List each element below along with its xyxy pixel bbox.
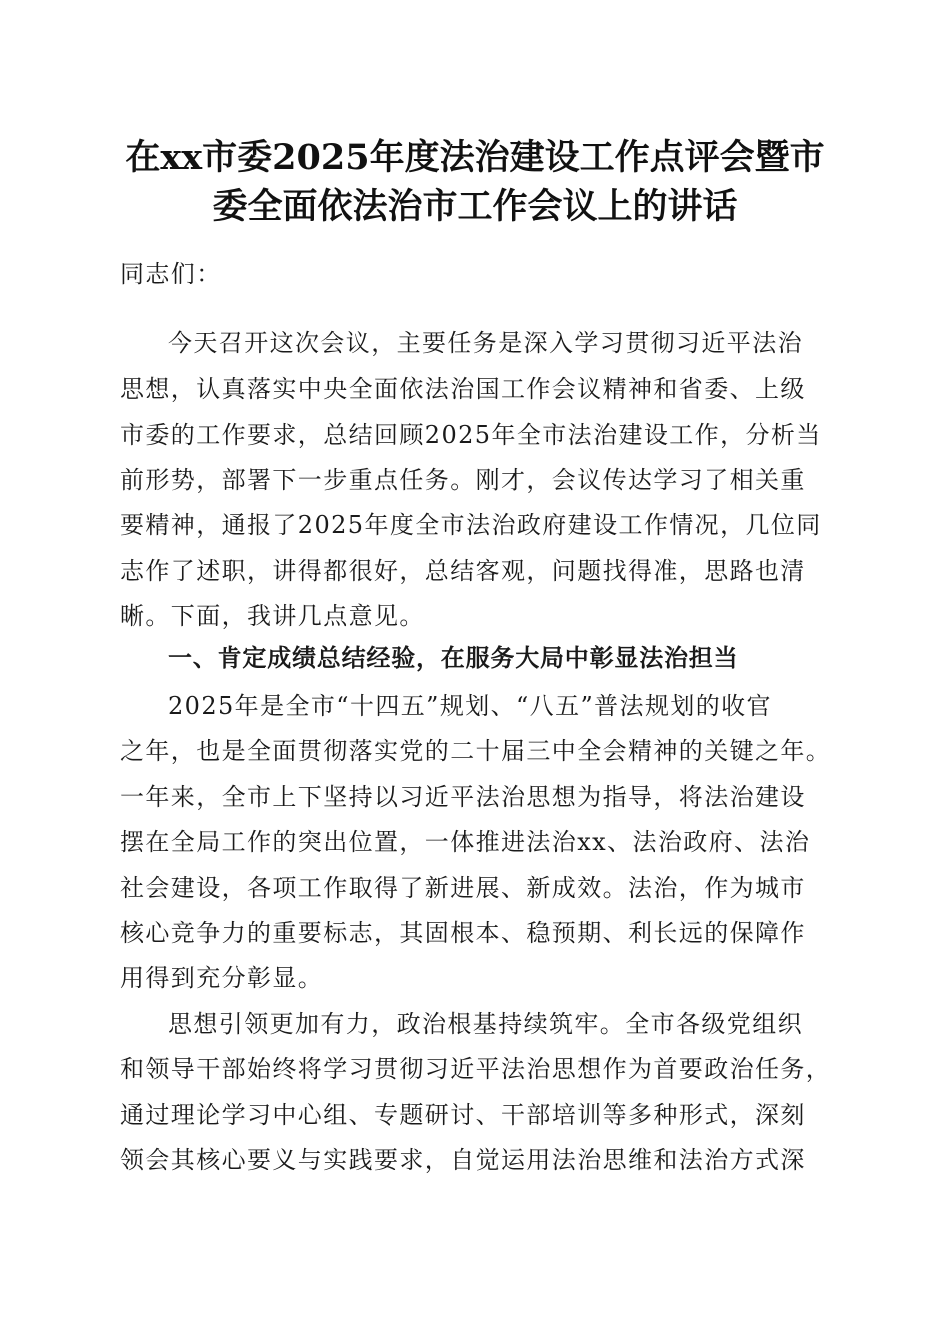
document-title-line-1: 在xx市委2025年度法治建设工作点评会暨市	[125, 137, 825, 178]
paragraph-1-line: 志作了述职，讲得都很好，总结客观，问题找得准，思路也清	[120, 557, 806, 585]
paragraph-1-line: 要精神，通报了2025年度全市法治政府建设工作情况，几位同	[120, 511, 822, 539]
paragraph-1-line: 今天召开这次会议，主要任务是深入学习贯彻习近平法治	[168, 329, 803, 357]
paragraph-2-line: 之年，也是全面贯彻落实党的二十届三中全会精神的关键之年。	[120, 737, 832, 765]
document-title-line-2: 委全面依法治市工作会议上的讲话	[212, 186, 738, 227]
paragraph-2-line: 用得到充分彰显。	[120, 964, 324, 992]
paragraph-1-line: 思想，认真落实中央全面依法治国工作会议精神和省委、上级	[120, 375, 806, 403]
salutation: 同志们：	[120, 260, 222, 288]
paragraph-3-line: 领会其核心要义与实践要求，自觉运用法治思维和法治方式深	[120, 1146, 806, 1174]
paragraph-3-line: 思想引领更加有力，政治根基持续筑牢。全市各级党组织	[168, 1010, 803, 1038]
paragraph-1-line: 市委的工作要求，总结回顾2025年全市法治建设工作，分析当	[120, 421, 822, 449]
paragraph-3-line: 通过理论学习中心组、专题研讨、干部培训等多种形式，深刻	[120, 1101, 806, 1129]
paragraph-2-line: 2025年是全市“十四五”规划、“八五”普法规划的收官	[168, 692, 772, 720]
paragraph-2-line: 摆在全局工作的突出位置，一体推进法治xx、法治政府、法治	[120, 828, 811, 856]
paragraph-3-line: 和领导干部始终将学习贯彻习近平法治思想作为首要政治任务，	[120, 1055, 832, 1083]
section-1-heading: 一、肯定成绩总结经验，在服务大局中彰显法治担当	[168, 644, 739, 672]
paragraph-2-line: 核心竞争力的重要标志，其固根本、稳预期、利长远的保障作	[120, 919, 806, 947]
paragraph-2-line: 一年来，全市上下坚持以习近平法治思想为指导，将法治建设	[120, 783, 806, 811]
paragraph-2-line: 社会建设，各项工作取得了新进展、新成效。法治，作为城市	[120, 874, 806, 902]
paragraph-1-line: 前形势，部署下一步重点任务。刚才，会议传达学习了相关重	[120, 466, 806, 494]
paragraph-1-line: 晰。下面，我讲几点意见。	[120, 602, 425, 630]
